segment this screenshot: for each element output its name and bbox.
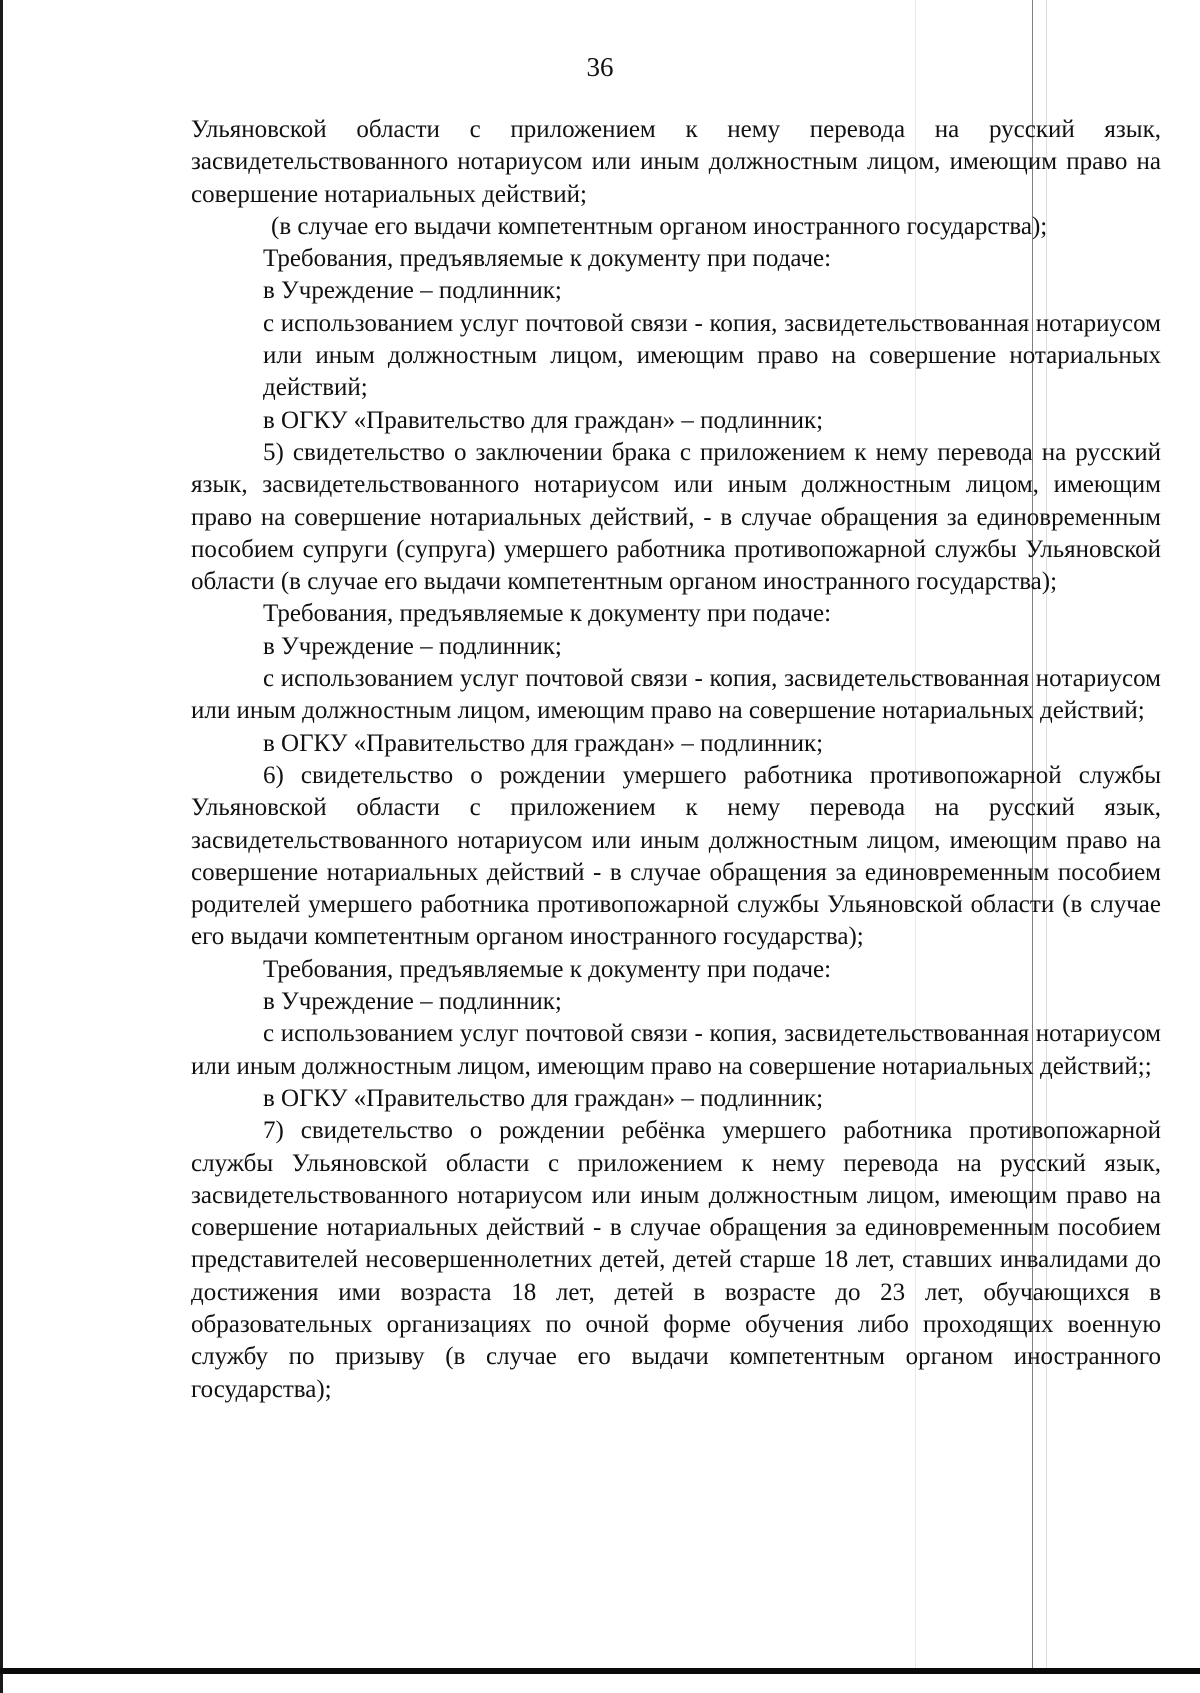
paragraph: в ОГКУ «Правительство для граждан» – подлинник;: [263, 406, 824, 434]
paragraph: в ОГКУ «Правительство для граждан» – подлинник;: [263, 729, 824, 757]
page-number: 36: [586, 52, 614, 82]
paragraph: Требования, предъявляемые к документу при подаче:: [263, 245, 832, 273]
paragraph: Требования, предъявляемые к документу при подаче:: [263, 955, 832, 983]
paragraph: в Учреждение – подлинник;: [263, 277, 562, 305]
document-body: [191, 114, 1161, 1406]
paragraph: в ОГКУ «Правительство для граждан» – подлинник;: [263, 1084, 824, 1112]
paragraph: с использованием услуг почтовой связи - копия, засвидетельствованная нотариусом или иным должностным лицом, имеющим право на совершение нотариальных действий;: [191, 665, 1161, 725]
scan-left-edge: [0, 0, 3, 1693]
paragraph: 7) свидетельство о рождении ребёнка умершего работника противопожарной службы Ульяновской области с приложением к нему перевода на русский язык, засвидетельствованного нотариусом или иным должностным лицом, имеющим право на совершение нотариальных действий - в случае обращения за единовременным пособием представителей несовершеннолетних детей, детей старше 18 лет, ставших инвалидами до достижения ими возраста 18 лет, детей в возрасте до 23 лет, обучающихся в образовательных организациях по очной форме обучения либо проходящих военную службу по призыву (в случае его выдачи компетентным органом иностранного государства);: [191, 1117, 1161, 1403]
paragraph: Ульяновской области с приложением к нему перевода на русский язык, засвидетельствованного нотариусом или иным должностным лицом, имеющим право на совершение нотариальных действий;: [191, 116, 1161, 208]
paragraph: Требования, предъявляемые к документу при подаче:: [263, 600, 832, 628]
paragraph: с использованием услуг почтовой связи - копия, засвидетельствованная нотариусом или иным должностным лицом, имеющим право на совершение нотариальных действий;;: [191, 1020, 1161, 1080]
scan-bottom-edge: [0, 1668, 1200, 1674]
paragraph: с использованием услуг почтовой связи - копия, засвидетельствованная нотариусом или иным должностным лицом, имеющим право на совершение нотариальных действий;: [263, 309, 1161, 402]
paragraph: в Учреждение – подлинник;: [263, 632, 562, 660]
paragraph: (в случае его выдачи компетентным органом иностранного государства);: [271, 212, 1048, 240]
paragraph: 5) свидетельство о заключении брака с приложением к нему перевода на русский язык, засвидетельствованного нотариусом или иным должностным лицом, имеющим право на совершение нотариальных действий, - в случае обращения за единовременным пособием супруги (супруга) умершего работника противопожарной службы Ульяновской области (в случае его выдачи компетентным органом иностранного государства);: [191, 438, 1161, 596]
paragraph: 6) свидетельство о рождении умершего работника противопожарной службы Ульяновской области с приложением к нему перевода на русский язык, засвидетельствованного нотариусом или иным должностным лицом, имеющим право на совершение нотариальных действий - в случае обращения за единовременным пособием родителей умершего работника противопожарной службы Ульяновской области (в случае его выдачи компетентным органом иностранного государства);: [191, 761, 1161, 951]
paragraph: в Учреждение – подлинник;: [263, 988, 562, 1016]
